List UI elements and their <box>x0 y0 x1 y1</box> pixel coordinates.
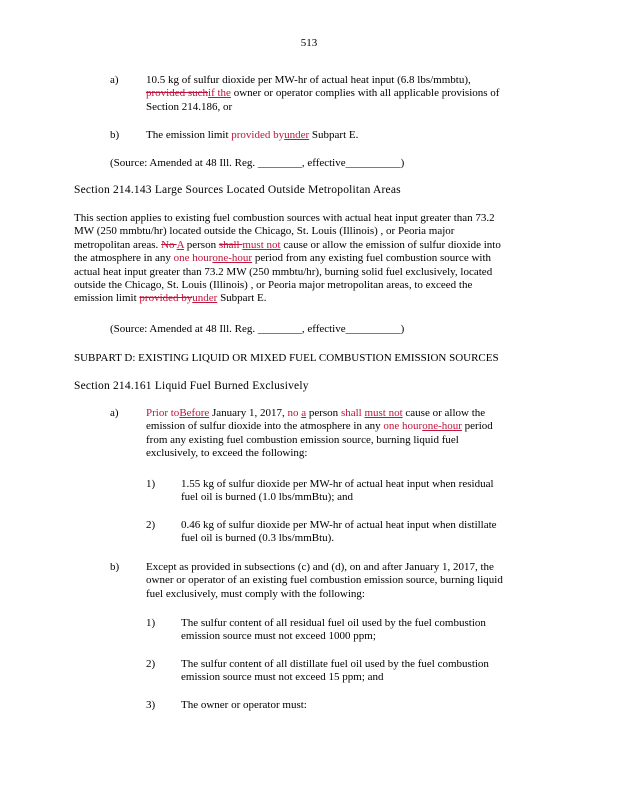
body-line <box>74 252 544 265</box>
subitem-2-label: 2) <box>146 658 156 670</box>
item-b-label: b) <box>110 561 120 573</box>
body-line: The owner or operator must: <box>181 699 307 711</box>
item-a-line3: Section 214.186, or <box>146 100 233 113</box>
text-run: January 1, 2017, <box>209 407 288 419</box>
item-b-post: Subpart E. <box>309 129 359 141</box>
deleted-text: Prior to <box>146 407 180 419</box>
deleted-text: one hour <box>173 252 213 265</box>
inserted-text: under <box>284 129 310 141</box>
item-a-label: a) <box>110 407 119 419</box>
text-run: person <box>306 407 341 419</box>
body-line: Except as provided in subsections (c) and (d), on and after January 1, 2017, the <box>146 561 494 573</box>
section-214-161-heading: Section 214.161 Liquid Fuel Burned Exclusively <box>74 380 309 392</box>
body-line <box>74 292 544 305</box>
inserted-text: one-hour <box>212 252 253 265</box>
subitem-3-label: 3) <box>146 699 156 711</box>
section-214-143-heading: Section 214.143 Large Sources Located Outside Metropolitan Areas <box>74 184 401 196</box>
body-line <box>146 407 546 420</box>
body-line: exclusively, to exceed the following: <box>146 447 308 460</box>
body-line: fuel oil is burned (0.3 lbs/mmBtu). <box>181 532 335 545</box>
text-run: emission of sulfur dioxide into the atmosphere in any <box>146 420 384 433</box>
source-close: ) <box>400 157 405 169</box>
body-line: from any existing fuel combustion emission source, burning liquid fuel <box>146 433 459 446</box>
text-run: Subpart E. <box>217 292 267 305</box>
source-close: ) <box>400 323 405 335</box>
deleted-text: no <box>287 407 302 419</box>
text-run: cause or allow the emission of sulfur dioxide into <box>280 238 501 251</box>
inserted-text: must not <box>242 238 281 251</box>
subitem-1-text <box>181 617 541 644</box>
body-line: 0.46 kg of sulfur dioxide per MW-hr of actual heat input when distillate <box>181 519 497 531</box>
section-214-143-body <box>74 212 544 306</box>
body-line: owner or operator of an existing fuel combustion emission source, burning liquid <box>146 574 503 587</box>
body-line: fuel exclusively, must comply with the following: <box>146 587 365 600</box>
text-run: the atmosphere in any <box>74 252 174 265</box>
section-161-a-text <box>146 407 546 461</box>
subitem-3-text <box>181 699 541 712</box>
body-line: fuel oil is burned (1.0 lbs/mmBtu); and <box>181 491 354 504</box>
source-note-1 <box>110 157 530 170</box>
body-line <box>146 420 546 433</box>
inserted-text: must not <box>364 407 403 419</box>
inserted-text: A <box>176 238 184 251</box>
item-b-text <box>146 129 546 142</box>
inserted-text: a <box>301 407 307 419</box>
deleted-text: one hour <box>383 420 423 433</box>
body-line <box>74 239 544 252</box>
page-number: 513 <box>300 37 318 49</box>
subitem-2-text <box>181 658 541 685</box>
deleted-text: provided such <box>146 87 209 100</box>
item-a-line2 <box>146 87 546 100</box>
inserted-text: provided by <box>231 129 285 141</box>
body-line: MW (250 mmbtu/hr) located outside the Chicago, St. Louis (Illinois) , or Peoria major <box>74 225 455 238</box>
item-a-label: a) <box>110 74 119 86</box>
inserted-text: Before <box>179 407 210 419</box>
body-line: emission source must not exceed 15 ppm; and <box>181 671 384 684</box>
inserted-text: if the <box>208 87 231 100</box>
subitem-2-text <box>181 519 541 546</box>
inserted-text: under <box>192 292 218 305</box>
item-a-line2-rest: owner or operator complies with all applicable provisions of <box>230 87 500 100</box>
subitem-1-text <box>181 478 541 505</box>
item-b-label: b) <box>110 129 120 141</box>
inserted-text: one-hour <box>422 420 462 433</box>
item-a-line1: 10.5 kg of sulfur dioxide per MW-hr of actual heat input (6.8 lbs/mmbtu), <box>146 74 471 86</box>
subitem-1-label: 1) <box>146 478 156 490</box>
text-run: emission limit <box>74 292 140 305</box>
text-run: metropolitan areas. <box>74 238 162 251</box>
body-line: actual heat input greater than 73.2 MW (250 mmbtu/hr), burning solid fuel exclusively, located <box>74 265 493 278</box>
deleted-text: provided by <box>139 292 193 305</box>
source-note-2 <box>110 323 530 336</box>
deleted-text: No <box>161 238 177 251</box>
subpart-d-heading: SUBPART D: EXISTING LIQUID OR MIXED FUEL COMBUSTION EMISSION SOURCES <box>74 352 499 364</box>
subitem-1-label: 1) <box>146 617 156 629</box>
subitem-2-label: 2) <box>146 519 156 531</box>
text-run: period from any existing fuel combustion source with <box>252 252 492 265</box>
source-text: (Source: Amended at 48 Ill. Reg. ________, effective <box>110 157 346 169</box>
source-blank: __________ <box>345 323 401 335</box>
body-line: The sulfur content of all distillate fuel oil used by the fuel combustion <box>181 658 489 670</box>
deleted-text: shall <box>340 407 365 419</box>
deleted-text: shall <box>218 238 243 251</box>
body-line: emission source must not exceed 1000 ppm; <box>181 630 376 643</box>
source-text: (Source: Amended at 48 Ill. Reg. ________, effective <box>110 323 346 335</box>
text-run: cause or allow the <box>402 407 486 419</box>
body-line: 1.55 kg of sulfur dioxide per MW-hr of actual heat input when residual <box>181 478 494 490</box>
section-161-b-text <box>146 561 546 601</box>
text-run: person <box>184 238 219 251</box>
body-line: The sulfur content of all residual fuel oil used by the fuel combustion <box>181 617 486 629</box>
source-blank: __________ <box>345 157 401 169</box>
body-line: This section applies to existing fuel combustion sources with actual heat input greater than 73.2 <box>74 212 495 224</box>
item-b-pre: The emission limit <box>146 129 232 141</box>
text-run: period <box>461 420 493 433</box>
item-a-text <box>146 74 546 114</box>
body-line: outside the Chicago, St. Louis (Illinois) , or Peoria major metropolitan areas, to exceed the <box>74 279 473 292</box>
